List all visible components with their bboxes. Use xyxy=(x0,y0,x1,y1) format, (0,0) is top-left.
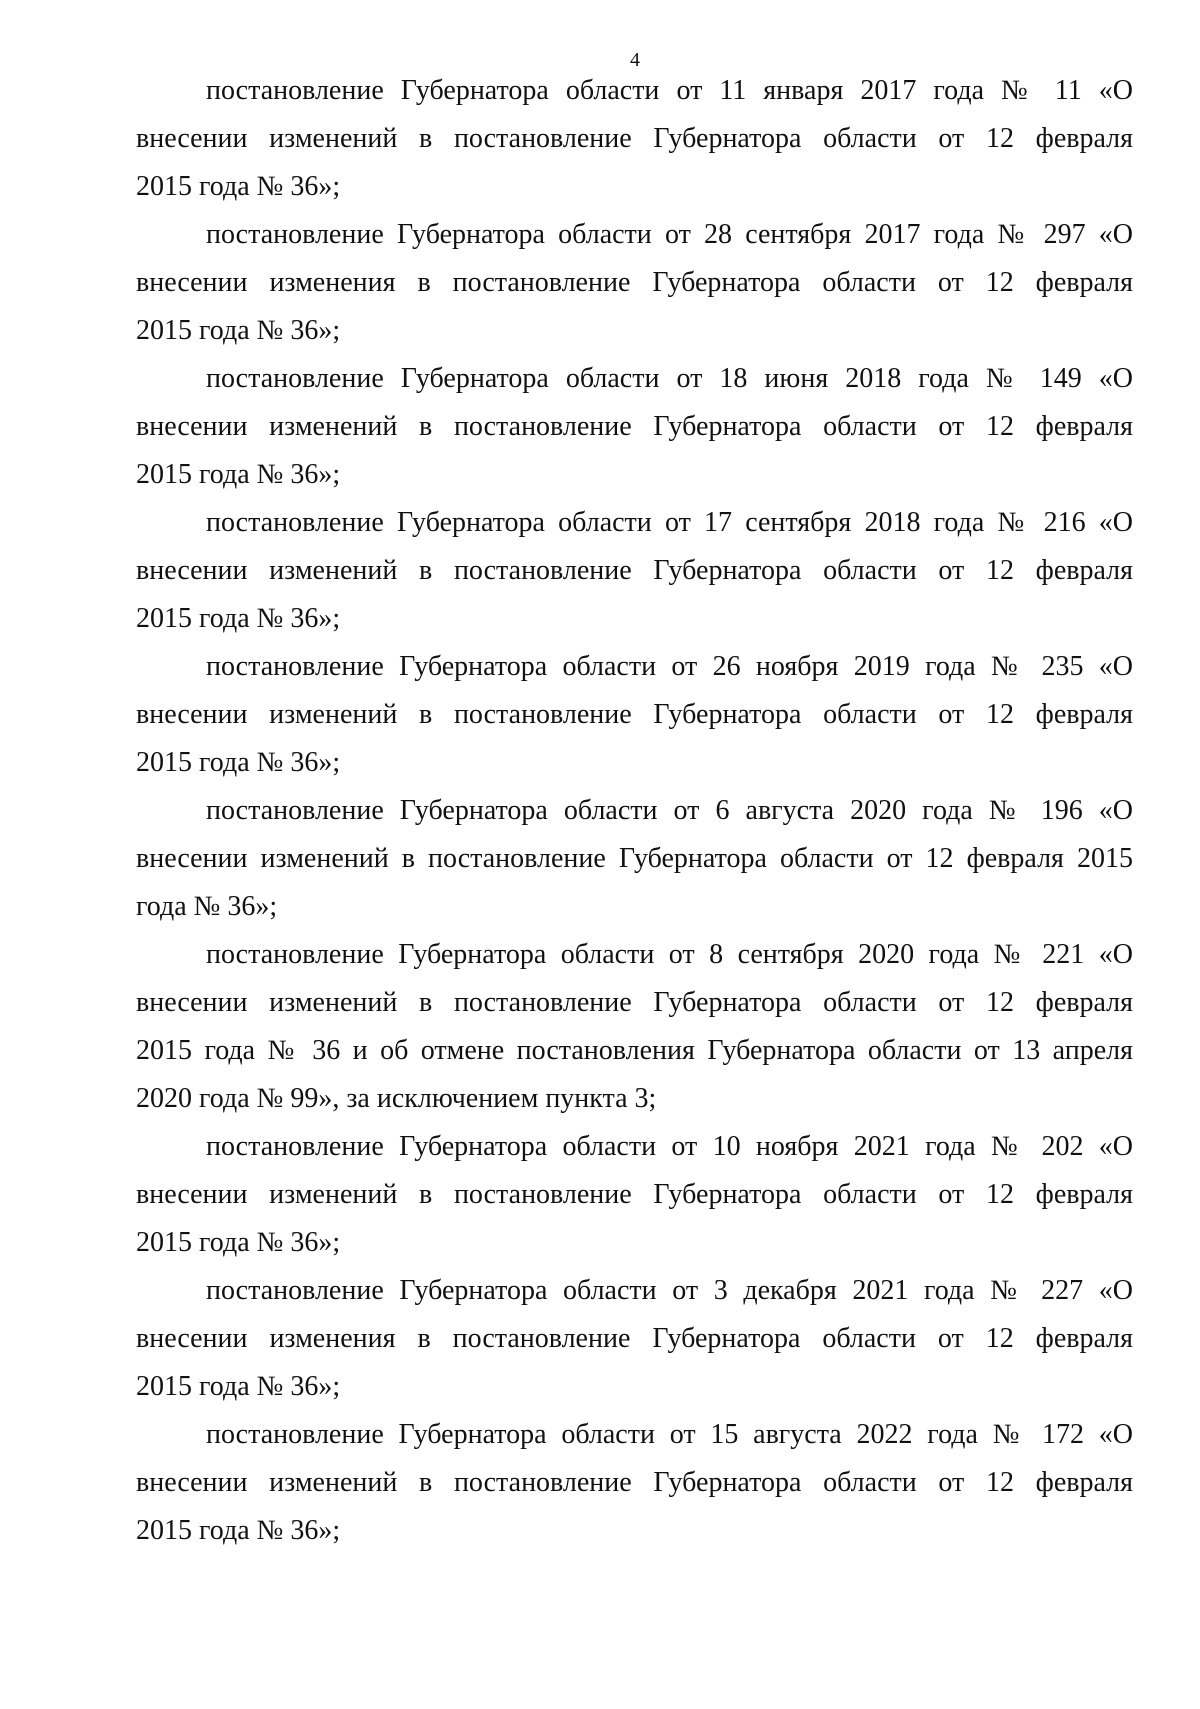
paragraph-line: 2015 года № 36»; xyxy=(136,1227,341,1258)
paragraph-line: постановление Губернатора области от 17 сентября 2018 года № 216 «О xyxy=(206,507,1133,538)
paragraph-line: внесении изменения в постановление Губернатора области от 12 февраля xyxy=(136,267,1133,298)
paragraph-line: постановление Губернатора области от 8 сентября 2020 года № 221 «О xyxy=(206,939,1133,970)
paragraph-line: внесении изменений в постановление Губернатора области от 12 февраля xyxy=(136,1467,1133,1498)
paragraph-line: постановление Губернатора области от 28 сентября 2017 года № 297 «О xyxy=(206,219,1133,250)
paragraph-line: 2015 года № 36»; xyxy=(136,315,341,346)
paragraph xyxy=(136,211,1133,355)
paragraph xyxy=(136,1411,1133,1555)
paragraph-line: 2015 года № 36»; xyxy=(136,747,341,778)
paragraph-line: 2015 года № 36»; xyxy=(136,1371,341,1402)
paragraph-line: внесении изменений в постановление Губернатора области от 12 февраля xyxy=(136,987,1133,1018)
paragraph-line: постановление Губернатора области от 15 августа 2022 года № 172 «О xyxy=(206,1419,1133,1450)
paragraph-line: 2015 года № 36»; xyxy=(136,459,341,490)
paragraph-line: постановление Губернатора области от 11 января 2017 года № 11 «О xyxy=(206,75,1133,106)
paragraph-line: 2015 года № 36»; xyxy=(136,171,341,202)
paragraph-line: 2015 года № 36»; xyxy=(136,1515,341,1546)
paragraph xyxy=(136,787,1133,931)
paragraph xyxy=(136,67,1133,211)
paragraph-line: постановление Губернатора области от 26 ноября 2019 года № 235 «О xyxy=(206,651,1133,682)
paragraph xyxy=(136,1123,1133,1267)
paragraph xyxy=(136,643,1133,787)
paragraph-line: внесении изменений в постановление Губернатора области от 12 февраля 2015 xyxy=(136,843,1133,874)
paragraph-line: внесении изменений в постановление Губернатора области от 12 февраля xyxy=(136,1179,1133,1210)
paragraph-line: внесении изменений в постановление Губернатора области от 12 февраля xyxy=(136,411,1133,442)
paragraph-line: 2015 года № 36»; xyxy=(136,603,341,634)
paragraph-line: 2015 года № 36 и об отмене постановления Губернатора области от 13 апреля xyxy=(136,1035,1133,1066)
paragraph-line: внесении изменений в постановление Губернатора области от 12 февраля xyxy=(136,555,1133,586)
paragraph xyxy=(136,931,1133,1123)
page-number: 4 xyxy=(630,49,640,71)
paragraph-line: постановление Губернатора области от 18 июня 2018 года № 149 «О xyxy=(206,363,1133,394)
paragraph-line: внесении изменений в постановление Губернатора области от 12 февраля xyxy=(136,699,1133,730)
document-body xyxy=(136,67,1133,1555)
paragraph-line: постановление Губернатора области от 6 августа 2020 года № 196 «О xyxy=(206,795,1133,826)
paragraph xyxy=(136,355,1133,499)
paragraph-line: постановление Губернатора области от 3 декабря 2021 года № 227 «О xyxy=(206,1275,1133,1306)
paragraph-line: внесении изменения в постановление Губернатора области от 12 февраля xyxy=(136,1323,1133,1354)
paragraph-line: года № 36»; xyxy=(136,891,278,922)
paragraph-line: 2020 года № 99», за исключением пункта 3; xyxy=(136,1083,657,1114)
paragraph-line: внесении изменений в постановление Губернатора области от 12 февраля xyxy=(136,123,1133,154)
paragraph xyxy=(136,1267,1133,1411)
paragraph-line: постановление Губернатора области от 10 ноября 2021 года № 202 «О xyxy=(206,1131,1133,1162)
paragraph xyxy=(136,499,1133,643)
